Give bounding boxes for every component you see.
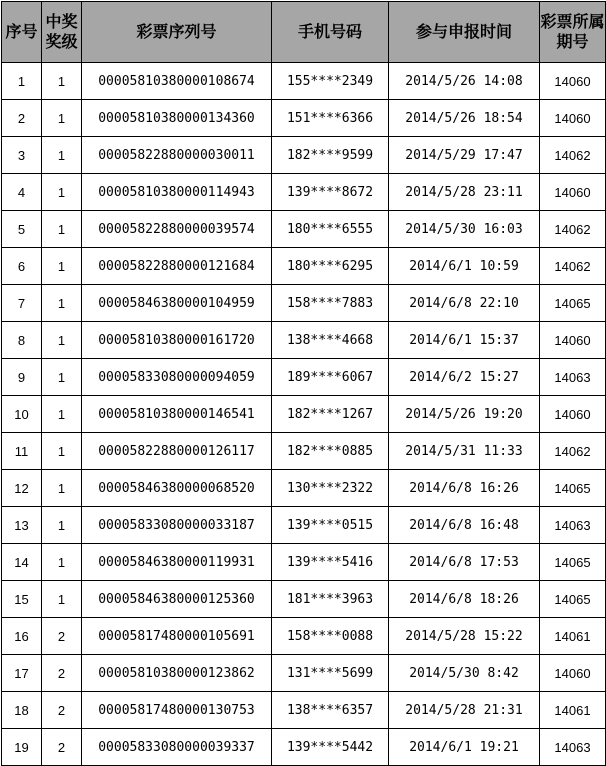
cell-report-time: 2014/6/1 10:59 bbox=[389, 248, 540, 285]
header-prize-level: 中奖奖级 bbox=[42, 2, 82, 63]
cell-ticket-serial: 00005846380000119931 bbox=[82, 544, 272, 581]
table-row bbox=[2, 359, 606, 396]
cell-report-time: 2014/5/29 17:47 bbox=[389, 137, 540, 174]
cell-period: 14061 bbox=[540, 692, 606, 729]
cell-prize-level: 1 bbox=[42, 174, 82, 211]
cell-report-time: 2014/6/8 22:10 bbox=[389, 285, 540, 322]
cell-phone: 158****0088 bbox=[272, 618, 389, 655]
cell-prize-level: 1 bbox=[42, 137, 82, 174]
cell-report-time: 2014/5/26 14:08 bbox=[389, 63, 540, 100]
table-body bbox=[2, 63, 606, 766]
cell-ticket-serial: 00005822880000039574 bbox=[82, 211, 272, 248]
cell-phone: 139****0515 bbox=[272, 507, 389, 544]
cell-period: 14063 bbox=[540, 729, 606, 766]
cell-phone: 189****6067 bbox=[272, 359, 389, 396]
cell-prize-level: 1 bbox=[42, 359, 82, 396]
table-row bbox=[2, 618, 606, 655]
cell-phone: 139****8672 bbox=[272, 174, 389, 211]
table-row bbox=[2, 285, 606, 322]
cell-ticket-serial: 00005846380000125360 bbox=[82, 581, 272, 618]
cell-prize-level: 1 bbox=[42, 100, 82, 137]
cell-report-time: 2014/6/1 15:37 bbox=[389, 322, 540, 359]
table-row bbox=[2, 174, 606, 211]
cell-index: 10 bbox=[2, 396, 42, 433]
cell-report-time: 2014/5/30 8:42 bbox=[389, 655, 540, 692]
table-row bbox=[2, 63, 606, 100]
cell-phone: 181****3963 bbox=[272, 581, 389, 618]
table-row bbox=[2, 544, 606, 581]
cell-phone: 182****0885 bbox=[272, 433, 389, 470]
cell-period: 14060 bbox=[540, 63, 606, 100]
cell-phone: 180****6295 bbox=[272, 248, 389, 285]
table-row bbox=[2, 433, 606, 470]
cell-index: 8 bbox=[2, 322, 42, 359]
cell-period: 14062 bbox=[540, 248, 606, 285]
cell-ticket-serial: 00005817480000105691 bbox=[82, 618, 272, 655]
cell-index: 12 bbox=[2, 470, 42, 507]
cell-period: 14062 bbox=[540, 137, 606, 174]
cell-prize-level: 1 bbox=[42, 211, 82, 248]
cell-prize-level: 2 bbox=[42, 729, 82, 766]
cell-report-time: 2014/5/30 16:03 bbox=[389, 211, 540, 248]
cell-report-time: 2014/6/2 15:27 bbox=[389, 359, 540, 396]
cell-ticket-serial: 00005810380000108674 bbox=[82, 63, 272, 100]
table-row bbox=[2, 507, 606, 544]
table-row bbox=[2, 322, 606, 359]
cell-phone: 182****9599 bbox=[272, 137, 389, 174]
cell-index: 18 bbox=[2, 692, 42, 729]
cell-report-time: 2014/5/26 19:20 bbox=[389, 396, 540, 433]
cell-index: 5 bbox=[2, 211, 42, 248]
cell-prize-level: 1 bbox=[42, 581, 82, 618]
cell-period: 14063 bbox=[540, 507, 606, 544]
cell-phone: 139****5416 bbox=[272, 544, 389, 581]
cell-phone: 182****1267 bbox=[272, 396, 389, 433]
cell-ticket-serial: 00005810380000161720 bbox=[82, 322, 272, 359]
cell-period: 14062 bbox=[540, 211, 606, 248]
cell-index: 4 bbox=[2, 174, 42, 211]
cell-phone: 131****5699 bbox=[272, 655, 389, 692]
cell-period: 14061 bbox=[540, 618, 606, 655]
header-phone: 手机号码 bbox=[272, 2, 389, 63]
cell-ticket-serial: 00005846380000068520 bbox=[82, 470, 272, 507]
cell-phone: 155****2349 bbox=[272, 63, 389, 100]
cell-index: 19 bbox=[2, 729, 42, 766]
cell-ticket-serial: 00005833080000039337 bbox=[82, 729, 272, 766]
cell-period: 14060 bbox=[540, 322, 606, 359]
cell-prize-level: 2 bbox=[42, 655, 82, 692]
cell-report-time: 2014/6/8 16:26 bbox=[389, 470, 540, 507]
cell-report-time: 2014/5/28 21:31 bbox=[389, 692, 540, 729]
cell-index: 6 bbox=[2, 248, 42, 285]
cell-index: 2 bbox=[2, 100, 42, 137]
table-row bbox=[2, 100, 606, 137]
table-row bbox=[2, 248, 606, 285]
cell-index: 14 bbox=[2, 544, 42, 581]
header-ticket-serial: 彩票序列号 bbox=[82, 2, 272, 63]
cell-ticket-serial: 00005810380000114943 bbox=[82, 174, 272, 211]
cell-ticket-serial: 00005833080000033187 bbox=[82, 507, 272, 544]
cell-index: 15 bbox=[2, 581, 42, 618]
header-row bbox=[2, 2, 606, 63]
cell-period: 14065 bbox=[540, 544, 606, 581]
cell-report-time: 2014/6/8 18:26 bbox=[389, 581, 540, 618]
cell-prize-level: 1 bbox=[42, 63, 82, 100]
cell-prize-level: 2 bbox=[42, 618, 82, 655]
cell-period: 14060 bbox=[540, 174, 606, 211]
table-row bbox=[2, 581, 606, 618]
cell-ticket-serial: 00005822880000121684 bbox=[82, 248, 272, 285]
cell-prize-level: 1 bbox=[42, 507, 82, 544]
cell-ticket-serial: 00005822880000126117 bbox=[82, 433, 272, 470]
cell-period: 14065 bbox=[540, 285, 606, 322]
cell-index: 7 bbox=[2, 285, 42, 322]
cell-phone: 130****2322 bbox=[272, 470, 389, 507]
table-header bbox=[2, 2, 606, 63]
cell-ticket-serial: 00005822880000030011 bbox=[82, 137, 272, 174]
cell-phone: 158****7883 bbox=[272, 285, 389, 322]
header-period: 彩票所属期号 bbox=[540, 2, 606, 63]
cell-prize-level: 1 bbox=[42, 322, 82, 359]
cell-period: 14063 bbox=[540, 359, 606, 396]
cell-ticket-serial: 00005810380000123862 bbox=[82, 655, 272, 692]
cell-index: 11 bbox=[2, 433, 42, 470]
cell-phone: 138****6357 bbox=[272, 692, 389, 729]
table-row bbox=[2, 137, 606, 174]
cell-report-time: 2014/6/8 17:53 bbox=[389, 544, 540, 581]
header-report-time: 参与申报时间 bbox=[389, 2, 540, 63]
cell-report-time: 2014/5/26 18:54 bbox=[389, 100, 540, 137]
cell-report-time: 2014/5/28 23:11 bbox=[389, 174, 540, 211]
cell-index: 3 bbox=[2, 137, 42, 174]
cell-prize-level: 1 bbox=[42, 396, 82, 433]
cell-prize-level: 1 bbox=[42, 285, 82, 322]
table-row bbox=[2, 692, 606, 729]
cell-prize-level: 1 bbox=[42, 433, 82, 470]
cell-period: 14060 bbox=[540, 396, 606, 433]
cell-prize-level: 1 bbox=[42, 470, 82, 507]
cell-phone: 139****5442 bbox=[272, 729, 389, 766]
cell-report-time: 2014/6/1 19:21 bbox=[389, 729, 540, 766]
table-row bbox=[2, 470, 606, 507]
cell-report-time: 2014/6/8 16:48 bbox=[389, 507, 540, 544]
cell-period: 14060 bbox=[540, 655, 606, 692]
cell-index: 16 bbox=[2, 618, 42, 655]
cell-prize-level: 1 bbox=[42, 248, 82, 285]
cell-report-time: 2014/5/28 15:22 bbox=[389, 618, 540, 655]
table-row bbox=[2, 655, 606, 692]
cell-ticket-serial: 00005810380000146541 bbox=[82, 396, 272, 433]
cell-phone: 138****4668 bbox=[272, 322, 389, 359]
cell-period: 14062 bbox=[540, 433, 606, 470]
cell-phone: 180****6555 bbox=[272, 211, 389, 248]
winners-table bbox=[1, 1, 606, 766]
cell-index: 9 bbox=[2, 359, 42, 396]
cell-index: 1 bbox=[2, 63, 42, 100]
cell-period: 14060 bbox=[540, 100, 606, 137]
cell-ticket-serial: 00005846380000104959 bbox=[82, 285, 272, 322]
cell-index: 17 bbox=[2, 655, 42, 692]
table-row bbox=[2, 211, 606, 248]
table-row bbox=[2, 396, 606, 433]
cell-ticket-serial: 00005817480000130753 bbox=[82, 692, 272, 729]
cell-ticket-serial: 00005833080000094059 bbox=[82, 359, 272, 396]
cell-prize-level: 2 bbox=[42, 692, 82, 729]
cell-index: 13 bbox=[2, 507, 42, 544]
cell-ticket-serial: 00005810380000134360 bbox=[82, 100, 272, 137]
cell-period: 14065 bbox=[540, 470, 606, 507]
cell-prize-level: 1 bbox=[42, 544, 82, 581]
cell-phone: 151****6366 bbox=[272, 100, 389, 137]
cell-period: 14065 bbox=[540, 581, 606, 618]
cell-report-time: 2014/5/31 11:33 bbox=[389, 433, 540, 470]
table-row bbox=[2, 729, 606, 766]
header-index: 序号 bbox=[2, 2, 42, 63]
